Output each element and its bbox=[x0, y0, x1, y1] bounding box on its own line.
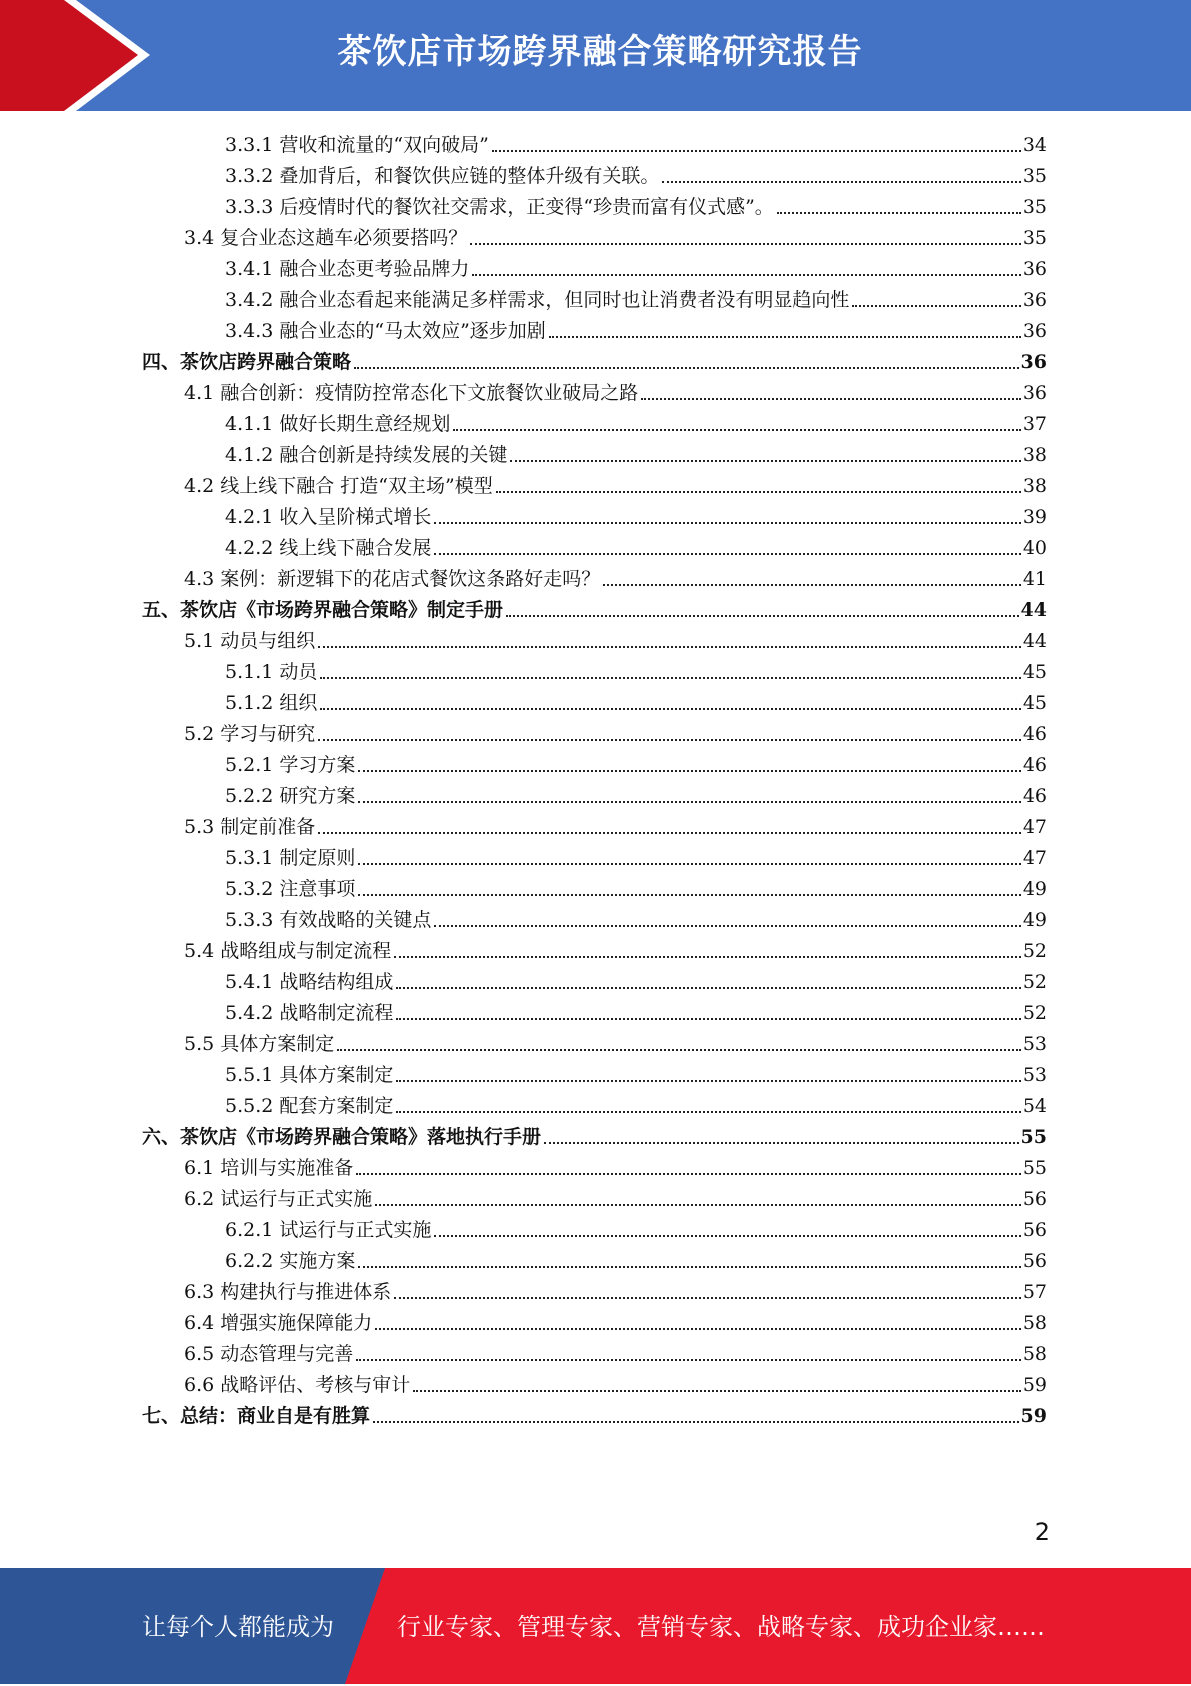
toc-subsection-row[interactable] bbox=[225, 1057, 1047, 1088]
toc-dot-leader bbox=[318, 739, 1021, 741]
toc-entry-title: 4.2 线上线下融合 打造“双主场”模型 bbox=[184, 475, 493, 497]
toc-dot-leader bbox=[777, 212, 1021, 214]
toc-subsection-row[interactable] bbox=[225, 685, 1047, 716]
toc-page-number: 55 bbox=[1020, 1126, 1047, 1148]
toc-entry-title: 3.3.2 叠加背后，和餐饮供应链的整体升级有关联。 bbox=[225, 165, 660, 187]
toc-dot-leader bbox=[603, 584, 1021, 586]
toc-entry-title: 3.4.2 融合业态看起来能满足多样需求，但同时也让消费者没有明显趋向性 bbox=[225, 289, 850, 311]
toc-entry-title: 6.2.2 实施方案 bbox=[225, 1250, 356, 1272]
toc-page-number: 49 bbox=[1022, 909, 1047, 931]
toc-dot-leader bbox=[510, 460, 1020, 462]
toc-entry-title: 5.5.1 具体方案制定 bbox=[225, 1064, 394, 1086]
header-chevron-icon bbox=[0, 0, 138, 111]
toc-page-number: 45 bbox=[1022, 661, 1047, 683]
toc-entry-title: 5.3.3 有效战略的关键点 bbox=[225, 909, 432, 931]
toc-page-number: 53 bbox=[1022, 1033, 1047, 1055]
toc-dot-leader bbox=[506, 615, 1019, 617]
toc-page-number: 37 bbox=[1022, 413, 1047, 435]
toc-entry-title: 6.4 增强实施保障能力 bbox=[184, 1312, 373, 1334]
toc-page-number: 35 bbox=[1022, 165, 1047, 187]
footer-slogan: 让每个人都能成为 bbox=[142, 1613, 334, 1641]
toc-dot-leader bbox=[356, 1359, 1021, 1361]
page-footer bbox=[0, 1568, 1191, 1684]
toc-subsection-row[interactable] bbox=[225, 964, 1047, 995]
toc-section-row[interactable] bbox=[184, 933, 1047, 964]
toc-page-number: 34 bbox=[1022, 134, 1047, 156]
toc-subsection-row[interactable] bbox=[225, 654, 1047, 685]
toc-subsection-row[interactable] bbox=[225, 499, 1047, 530]
footer-roles: 行业专家、管理专家、营销专家、战略专家、成功企业家…… bbox=[397, 1613, 1045, 1641]
toc-entry-title: 6.1 培训与实施准备 bbox=[184, 1157, 354, 1179]
toc-entry-title: 5.5.2 配套方案制定 bbox=[225, 1095, 394, 1117]
toc-entry-title: 6.3 构建执行与推进体系 bbox=[184, 1281, 392, 1303]
toc-page-number: 52 bbox=[1022, 940, 1047, 962]
toc-entry-title: 6.2.1 试运行与正式实施 bbox=[225, 1219, 432, 1241]
toc-entry-title: 5.1.1 动员 bbox=[225, 661, 318, 683]
toc-section-row[interactable] bbox=[184, 1336, 1047, 1367]
toc-dot-leader bbox=[320, 677, 1020, 679]
toc-entry-title: 6.6 战略评估、考核与审计 bbox=[184, 1374, 411, 1396]
toc-dot-leader bbox=[662, 181, 1020, 183]
toc-entry-title: 3.3.1 营收和流量的“双向破局” bbox=[225, 134, 489, 156]
toc-page-number: 39 bbox=[1022, 506, 1047, 528]
toc-entry-title: 5.2.2 研究方案 bbox=[225, 785, 356, 807]
toc-dot-leader bbox=[852, 305, 1020, 307]
toc-entry-title: 3.4 复合业态这趟车必须要搭吗？ bbox=[184, 227, 468, 249]
toc-section-row[interactable] bbox=[184, 375, 1047, 406]
toc-page-number: 44 bbox=[1020, 599, 1047, 621]
toc-dot-leader bbox=[472, 274, 1020, 276]
toc-entry-title: 4.1.2 融合创新是持续发展的关键 bbox=[225, 444, 508, 466]
toc-page-number: 53 bbox=[1022, 1064, 1047, 1086]
toc-chapter-row[interactable] bbox=[142, 1119, 1047, 1150]
toc-section-row[interactable] bbox=[184, 468, 1047, 499]
toc-entry-title: 5.2.1 学习方案 bbox=[225, 754, 356, 776]
toc-chapter-row[interactable] bbox=[142, 344, 1047, 375]
toc-subsection-row[interactable] bbox=[225, 127, 1047, 158]
page-number: 2 bbox=[1034, 1518, 1050, 1546]
toc-page-number: 46 bbox=[1022, 785, 1047, 807]
toc-section-row[interactable] bbox=[184, 1305, 1047, 1336]
toc-subsection-row[interactable] bbox=[225, 747, 1047, 778]
toc-dot-leader bbox=[354, 367, 1019, 369]
toc-section-row[interactable] bbox=[184, 220, 1047, 251]
toc-page-number: 47 bbox=[1022, 847, 1047, 869]
toc-dot-leader bbox=[434, 522, 1020, 524]
toc-subsection-row[interactable] bbox=[225, 282, 1047, 313]
toc-dot-leader bbox=[434, 925, 1020, 927]
toc-section-row[interactable] bbox=[184, 561, 1047, 592]
toc-section-row[interactable] bbox=[184, 623, 1047, 654]
toc-chapter-row[interactable] bbox=[142, 1398, 1047, 1429]
toc-page-number: 52 bbox=[1022, 1002, 1047, 1024]
toc-page-number: 38 bbox=[1022, 444, 1047, 466]
toc-section-row[interactable] bbox=[184, 809, 1047, 840]
toc-dot-leader bbox=[492, 150, 1021, 152]
toc-page-number: 49 bbox=[1022, 878, 1047, 900]
toc-entry-title: 6.5 动态管理与完善 bbox=[184, 1343, 354, 1365]
toc-entry-title: 3.3.3 后疫情时代的餐饮社交需求，正变得“珍贵而富有仪式感”。 bbox=[225, 196, 774, 218]
toc-dot-leader bbox=[396, 1018, 1020, 1020]
toc-dot-leader bbox=[358, 894, 1020, 896]
toc-entry-title: 6.2 试运行与正式实施 bbox=[184, 1188, 373, 1210]
toc-dot-leader bbox=[373, 1421, 1019, 1423]
toc-entry-title: 5.3 制定前准备 bbox=[184, 816, 316, 838]
toc-subsection-row[interactable] bbox=[225, 313, 1047, 344]
toc-page-number: 59 bbox=[1022, 1374, 1047, 1396]
toc-entry-title: 4.2.1 收入呈阶梯式增长 bbox=[225, 506, 432, 528]
toc-subsection-row[interactable] bbox=[225, 437, 1047, 468]
toc-subsection-row[interactable] bbox=[225, 1088, 1047, 1119]
toc-entry-title: 四、茶饮店跨界融合策略 bbox=[142, 351, 352, 373]
toc-entry-title: 4.3 案例：新逻辑下的花店式餐饮这条路好走吗？ bbox=[184, 568, 601, 590]
toc-page-number: 36 bbox=[1022, 320, 1047, 342]
toc-entry-title: 六、茶饮店《市场跨界融合策略》落地执行手册 bbox=[142, 1126, 542, 1148]
toc-page-number: 36 bbox=[1022, 289, 1047, 311]
toc-section-row[interactable] bbox=[184, 1150, 1047, 1181]
toc-subsection-row[interactable] bbox=[225, 251, 1047, 282]
toc-page-number: 45 bbox=[1022, 692, 1047, 714]
toc-dot-leader bbox=[358, 770, 1020, 772]
toc-page-number: 56 bbox=[1022, 1219, 1047, 1241]
toc-entry-title: 4.2.2 线上线下融合发展 bbox=[225, 537, 432, 559]
toc-entry-title: 5.4.2 战略制定流程 bbox=[225, 1002, 394, 1024]
toc-dot-leader bbox=[434, 553, 1020, 555]
toc-entry-title: 5.1.2 组织 bbox=[225, 692, 318, 714]
toc-page-number: 46 bbox=[1022, 754, 1047, 776]
toc-page-number: 36 bbox=[1022, 258, 1047, 280]
toc-page-number: 36 bbox=[1022, 382, 1047, 404]
toc-subsection-row[interactable] bbox=[225, 995, 1047, 1026]
toc-page-number: 35 bbox=[1022, 196, 1047, 218]
toc-page-number: 57 bbox=[1022, 1281, 1047, 1303]
toc-dot-leader bbox=[320, 708, 1020, 710]
toc-subsection-row[interactable] bbox=[225, 189, 1047, 220]
toc-dot-leader bbox=[318, 832, 1021, 834]
toc-page-number: 54 bbox=[1022, 1095, 1047, 1117]
toc-dot-leader bbox=[396, 987, 1020, 989]
toc-page-number: 47 bbox=[1022, 816, 1047, 838]
toc-entry-title: 5.5 具体方案制定 bbox=[184, 1033, 335, 1055]
toc-dot-leader bbox=[358, 801, 1020, 803]
toc-subsection-row[interactable] bbox=[225, 840, 1047, 871]
toc-dot-leader bbox=[453, 429, 1020, 431]
toc-entry-title: 4.1 融合创新：疫情防控常态化下文旅餐饮业破局之路 bbox=[184, 382, 639, 404]
toc-section-row[interactable] bbox=[184, 1367, 1047, 1398]
toc-section-row[interactable] bbox=[184, 1181, 1047, 1212]
toc-section-row[interactable] bbox=[184, 1026, 1047, 1057]
toc-subsection-row[interactable] bbox=[225, 902, 1047, 933]
toc-section-row[interactable] bbox=[184, 1274, 1047, 1305]
toc-page-number: 58 bbox=[1022, 1343, 1047, 1365]
page-header bbox=[0, 0, 1191, 111]
toc-entry-title: 七、总结：商业自是有胜算 bbox=[142, 1405, 371, 1427]
toc-dot-leader bbox=[544, 1142, 1019, 1144]
toc-chapter-row[interactable] bbox=[142, 592, 1047, 623]
toc-entry-title: 五、茶饮店《市场跨界融合策略》制定手册 bbox=[142, 599, 504, 621]
toc-page-number: 56 bbox=[1022, 1188, 1047, 1210]
toc-page-number: 38 bbox=[1022, 475, 1047, 497]
toc-subsection-row[interactable] bbox=[225, 406, 1047, 437]
toc-page-number: 59 bbox=[1020, 1405, 1047, 1427]
toc-dot-leader bbox=[318, 646, 1021, 648]
toc-subsection-row[interactable] bbox=[225, 778, 1047, 809]
toc-page-number: 35 bbox=[1022, 227, 1047, 249]
toc-page-number: 58 bbox=[1022, 1312, 1047, 1334]
toc-dot-leader bbox=[358, 863, 1020, 865]
toc-page-number: 55 bbox=[1022, 1157, 1047, 1179]
toc-page-number: 44 bbox=[1022, 630, 1047, 652]
toc-entry-title: 3.4.3 融合业态的“马太效应”逐步加剧 bbox=[225, 320, 546, 342]
toc-entry-title: 5.3.2 注意事项 bbox=[225, 878, 356, 900]
toc-dot-leader bbox=[641, 398, 1021, 400]
toc-page-number: 41 bbox=[1022, 568, 1047, 590]
toc-dot-leader bbox=[549, 336, 1021, 338]
toc-dot-leader bbox=[394, 1297, 1021, 1299]
toc-entry-title: 5.2 学习与研究 bbox=[184, 723, 316, 745]
toc-entry-title: 4.1.1 做好长期生意经规划 bbox=[225, 413, 451, 435]
toc-entry-title: 5.1 动员与组织 bbox=[184, 630, 316, 652]
toc-dot-leader bbox=[337, 1049, 1021, 1051]
toc-entry-title: 3.4.1 融合业态更考验品牌力 bbox=[225, 258, 470, 280]
toc-dot-leader bbox=[375, 1328, 1021, 1330]
toc-subsection-row[interactable] bbox=[225, 530, 1047, 561]
toc-dot-leader bbox=[470, 243, 1021, 245]
toc-entry-title: 5.3.1 制定原则 bbox=[225, 847, 356, 869]
toc-page-number: 52 bbox=[1022, 971, 1047, 993]
toc-dot-leader bbox=[356, 1173, 1021, 1175]
toc-subsection-row[interactable] bbox=[225, 1243, 1047, 1274]
toc-page-number: 46 bbox=[1022, 723, 1047, 745]
toc-entry-title: 5.4.1 战略结构组成 bbox=[225, 971, 394, 993]
toc-dot-leader bbox=[496, 491, 1021, 493]
toc-section-row[interactable] bbox=[184, 716, 1047, 747]
page-title: 茶饮店市场跨界融合策略研究报告 bbox=[337, 32, 863, 72]
toc-dot-leader bbox=[396, 1080, 1020, 1082]
toc-entry-title: 5.4 战略组成与制定流程 bbox=[184, 940, 392, 962]
toc-page-number: 56 bbox=[1022, 1250, 1047, 1272]
toc-dot-leader bbox=[396, 1111, 1020, 1113]
toc-page-number: 36 bbox=[1020, 351, 1047, 373]
toc-dot-leader bbox=[358, 1266, 1020, 1268]
toc-subsection-row[interactable] bbox=[225, 871, 1047, 902]
toc-dot-leader bbox=[394, 956, 1021, 958]
toc-subsection-row[interactable] bbox=[225, 158, 1047, 189]
toc-subsection-row[interactable] bbox=[225, 1212, 1047, 1243]
toc-page-number: 40 bbox=[1022, 537, 1047, 559]
toc-dot-leader bbox=[413, 1390, 1021, 1392]
toc-dot-leader bbox=[375, 1204, 1021, 1206]
toc-dot-leader bbox=[434, 1235, 1020, 1237]
